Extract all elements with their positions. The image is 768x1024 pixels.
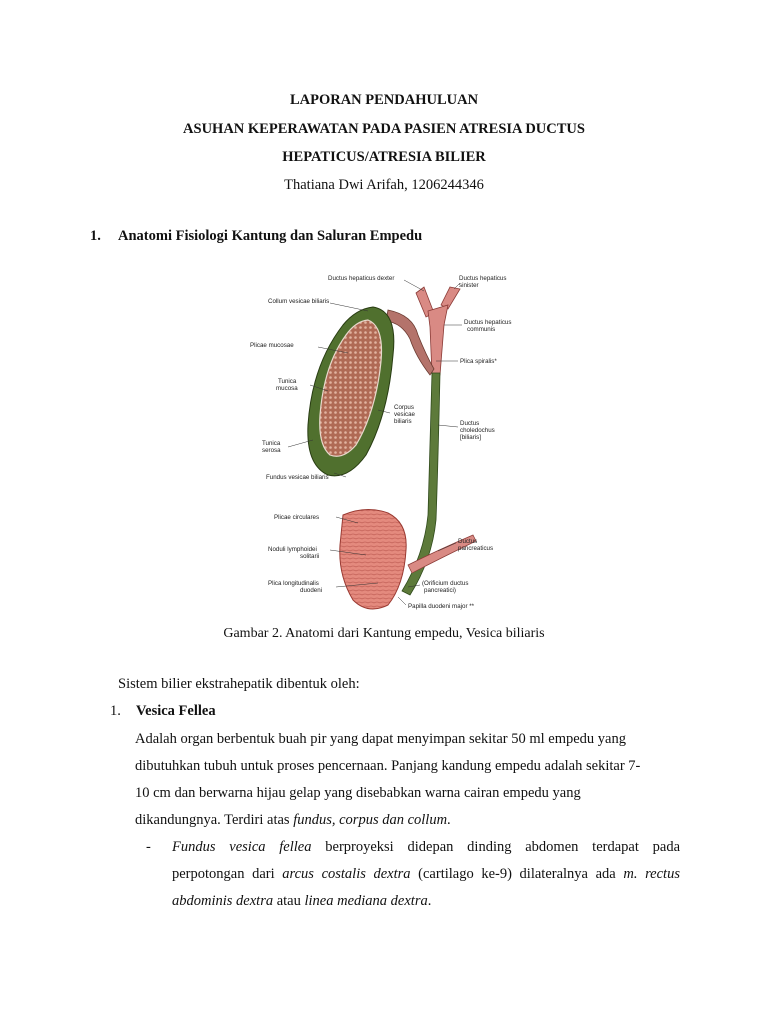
label-plicae-mucosae: Plicae mucosae — [250, 342, 294, 349]
paragraph-line-4 — [135, 812, 680, 829]
list-item-heading — [110, 703, 216, 720]
sub-line-2-text1: perpotongan dari — [172, 866, 283, 882]
label-ductus-choledochus: Ductus — [460, 420, 480, 427]
label-plica-longitudinalis-2: duodeni — [300, 587, 323, 594]
label-ductus-pancreaticus-2: pancreaticus — [458, 545, 494, 552]
label-ductus-hepaticus-dexter: Ductus hepaticus dexter — [328, 275, 395, 282]
label-ductus-hepaticus-communis-2: communis — [467, 326, 496, 333]
intro-text: Sistem bilier ekstrahepatik dibentuk oleh: — [118, 676, 360, 692]
label-orificium-2: pancreatici) — [424, 587, 456, 594]
label-plicae-circulares: Plicae circulares — [274, 514, 320, 521]
label-ductus-choledochus-2: choledochus — [460, 427, 495, 434]
list-item-number: 1. — [110, 703, 121, 719]
list-item-title: Vesica Fellea — [136, 703, 216, 719]
paragraph-line-3: 10 cm dan berwarna hijau gelap yang disebabkan warna cairan empedu yang — [135, 785, 581, 801]
sub-line-3-italic1: abdominis dextra — [172, 893, 274, 909]
label-collum: Collum vesicae biliaris — [268, 298, 330, 305]
label-plica-spiralis: Plica spiralis* — [460, 358, 497, 365]
label-tunica-serosa: Tunica — [262, 440, 281, 447]
paragraph-line-4-suffix: . — [447, 812, 451, 828]
sub-line-2-italic1: arcus costalis dextra — [282, 866, 411, 882]
sub-line-2-text2: (cartilago ke-9) dilateralnya ada — [410, 866, 624, 882]
gallbladder-anatomy-figure — [248, 265, 538, 620]
label-noduli-2: solitarii — [300, 553, 320, 560]
sub-line-3-italic2: linea mediana dextra — [304, 893, 428, 909]
section-heading — [90, 228, 422, 245]
label-ductus-hepaticus-communis: Ductus hepaticus — [464, 319, 512, 326]
sub-line-1-italic: Fundus vesica fellea — [172, 839, 312, 855]
ductus-hepaticus-sinister-shape — [441, 287, 460, 309]
label-papilla: Papilla duodeni major ** — [408, 603, 475, 610]
label-corpus-2: vesicae — [394, 411, 415, 418]
sub-line-3-end: . — [427, 893, 432, 909]
section-number: 1. — [90, 228, 101, 244]
label-ductus-choledochus-3: [biliaris] — [460, 434, 481, 441]
label-fundus: Fundus vesicae biliaris — [266, 474, 329, 481]
report-title: LAPORAN PENDAHULUAN — [289, 92, 479, 108]
label-corpus-3: biliaris — [394, 418, 412, 425]
label-tunica-serosa-2: serosa — [262, 447, 281, 454]
paragraph-line-2: dibutuhkan tubuh untuk proses pencernaan. Panjang kandung empedu adalah sekitar 7- — [135, 758, 641, 774]
label-ductus-hepaticus-sinister: Ductus hepaticus — [459, 275, 507, 282]
sub-line-1 — [172, 839, 680, 856]
paragraph-line-1: Adalah organ berbentuk buah pir yang dapat menyimpan sekitar 50 ml empedu yang — [135, 731, 626, 747]
sub-line-3 — [172, 893, 680, 910]
label-tunica-mucosa: Tunica — [278, 378, 297, 385]
report-subtitle-line1: ASUHAN KEPERAWATAN PADA PASIEN ATRESIA DUCTUS — [183, 121, 585, 137]
sub-line-3-text: atau — [273, 893, 305, 909]
sub-line-2 — [172, 866, 680, 883]
label-tunica-mucosa-2: mucosa — [276, 385, 298, 392]
label-corpus: Corpus — [394, 404, 414, 411]
duodenum-shape — [340, 509, 406, 609]
label-noduli: Noduli lymphoidei — [268, 546, 317, 553]
figure-caption: Gambar 2. Anatomi dari Kantung empedu, Vesica biliaris — [223, 626, 545, 641]
label-plica-longitudinalis: Plica longitudinalis — [268, 580, 319, 587]
section-title: Anatomi Fisiologi Kantung dan Saluran Empedu — [118, 228, 423, 244]
sub-bullet: - — [146, 839, 151, 855]
sub-line-1-text: berproyeksi didepan dinding abdomen terdapat pada — [325, 839, 681, 855]
label-orificium: (Orificium ductus — [422, 580, 469, 587]
sub-line-2-italic2: m. rectus — [623, 866, 680, 882]
paragraph-line-4-prefix: dikandungnya. Terdiri atas — [135, 812, 294, 828]
label-ductus-hepaticus-sinister-2: sinister — [459, 282, 479, 289]
author-line: Thatiana Dwi Arifah, 1206244346 — [284, 177, 484, 193]
label-ductus-pancreaticus: Ductus — [458, 538, 478, 545]
paragraph-line-4-italic: fundus, corpus dan collum — [293, 812, 448, 828]
report-subtitle-line2: HEPATICUS/ATRESIA BILIER — [282, 149, 486, 165]
